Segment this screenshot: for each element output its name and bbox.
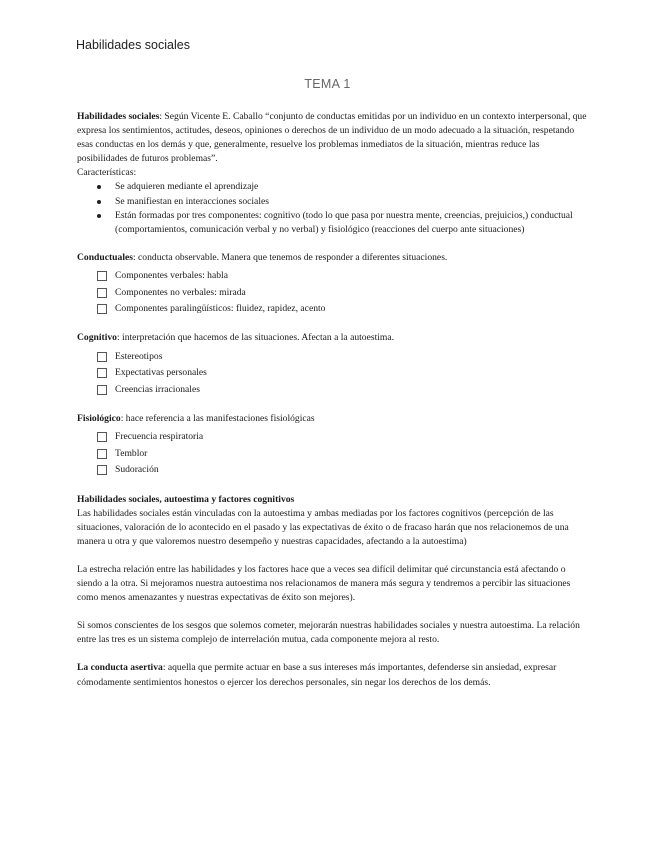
checkbox[interactable] — [97, 465, 107, 475]
characteristics-label: Características: — [77, 167, 137, 179]
list-item: Están formadas por tres componentes: cognitivo (todo lo que pasa por nuestra mente, creencias, prejuicios,) conductual (comportamientos, comunicación verbal y no verbal) y fisiológico (reacciones del cuerpo ante situaciones) — [115, 209, 587, 237]
checklist-label: Componentes paralingüísticos: fluidez, rapidez, acento — [115, 303, 326, 315]
checkbox[interactable] — [97, 304, 107, 314]
characteristics-list — [77, 180, 587, 236]
checklist-item — [97, 284, 587, 301]
page-header: Habilidades sociales — [76, 38, 190, 52]
asertiva-text: : aquella que permite actuar en base a sus intereses más importantes, defenderse sin ansiedad, expresar cómodamente sentimientos honestos o ejercer los derechos personales, sin negar los derechos de los demás. — [77, 662, 557, 688]
intro-term: Habilidades sociales — [77, 111, 160, 122]
conductuales-paragraph — [77, 251, 587, 265]
cognitivo-text: : interpretación que hacemos de las situaciones. Afectan a la autoestima. — [116, 332, 395, 344]
checkbox[interactable] — [97, 368, 107, 378]
checklist-item — [97, 365, 587, 382]
cognitivo-checklist — [77, 349, 587, 399]
checklist-label: Creencias irracionales — [115, 383, 200, 395]
list-item: Se adquieren mediante el aprendizaje — [115, 180, 587, 194]
autoestima-paragraph-2: La estrecha relación entre las habilidades y los factores hace que a veces sea difícil delimitar qué circunstancia está afectando o siendo a la otra. Si mejoramos nuestra autoestima nos relacionamos de manera más segura y tendremos a percibir las situaciones como menos amenazantes y nuestras expectativas de éxito son mejores). — [77, 564, 571, 604]
checklist-item — [97, 382, 587, 399]
checklist-item — [97, 446, 587, 463]
checklist-label: Componentes verbales: habla — [115, 270, 228, 282]
checklist-label: Frecuencia respiratoria — [115, 431, 204, 443]
checklist-item — [97, 429, 587, 446]
autoestima-heading-text: Habilidades sociales, autoestima y factores cognitivos — [77, 493, 295, 505]
fisiologico-checklist — [77, 429, 587, 479]
conductuales-text: : conducta observable. Manera que tenemos de responder a diferentes situaciones. — [132, 251, 448, 263]
checklist-label: Expectativas personales — [115, 367, 207, 379]
autoestima-paragraph-3: Si somos conscientes de los sesgos que solemos cometer, mejorarán nuestras habilidades sociales y nuestra autoestima. La relación entre las tres es un sistema complejo de interrelación mutua, cada componente mejora al resto. — [77, 620, 580, 646]
checkbox[interactable] — [97, 385, 107, 395]
checklist-item — [97, 268, 587, 285]
fisiologico-paragraph — [77, 412, 587, 426]
intro-paragraph — [77, 110, 587, 166]
cognitivo-term: Cognitivo — [77, 332, 117, 344]
checkbox[interactable] — [97, 288, 107, 298]
asertiva-paragraph — [77, 661, 587, 689]
fisiologico-text: : hace referencia a las manifestaciones fisiológicas — [120, 413, 315, 425]
checklist-item — [97, 462, 587, 479]
intro-text: : Según Vicente E. Caballo “conjunto de conductas emitidas por un individuo en un contexto interpersonal, que expresa los sentimientos, actitudes, deseos, opiniones o derechos de un individuo de un modo adecuado a la situación, respetando esas conductas en los demás y que, generalmente, resuelve los problemas inmediatos de la situación, mientras reduce las posibilidades de futuros problemas”. — [77, 111, 587, 165]
checklist-label: Estereotipos — [115, 350, 163, 362]
checkbox[interactable] — [97, 449, 107, 459]
fisiologico-term: Fisiológico — [77, 413, 121, 425]
checklist-item — [97, 301, 587, 318]
conductuales-checklist — [77, 268, 587, 318]
document-body — [77, 110, 587, 690]
list-item: Se manifiestan en interacciones sociales — [115, 195, 587, 209]
conductuales-term: Conductuales — [77, 251, 133, 263]
autoestima-heading — [77, 493, 587, 507]
checkbox[interactable] — [97, 352, 107, 362]
page-title: TEMA 1 — [304, 77, 351, 91]
cognitivo-paragraph — [77, 331, 587, 345]
checklist-item — [97, 349, 587, 366]
checklist-label: Componentes no verbales: mirada — [115, 286, 246, 298]
checkbox[interactable] — [97, 432, 107, 442]
checklist-label: Sudoración — [115, 464, 159, 476]
autoestima-paragraph-1: Las habilidades sociales están vinculadas con la autoestima y ambas mediadas por los factores cognitivos (percepción de las situaciones, valoración de lo acontecido en el pasado y las expectativas de éxito o de fracaso harán que nos relacionemos de una manera u otra y que valoremos nuestro desempeño y nuestras capacidades, afectando a la autoestima) — [77, 507, 569, 547]
checklist-label: Temblor — [115, 447, 148, 459]
checkbox[interactable] — [97, 271, 107, 281]
asertiva-term: La conducta asertiva — [77, 662, 163, 674]
